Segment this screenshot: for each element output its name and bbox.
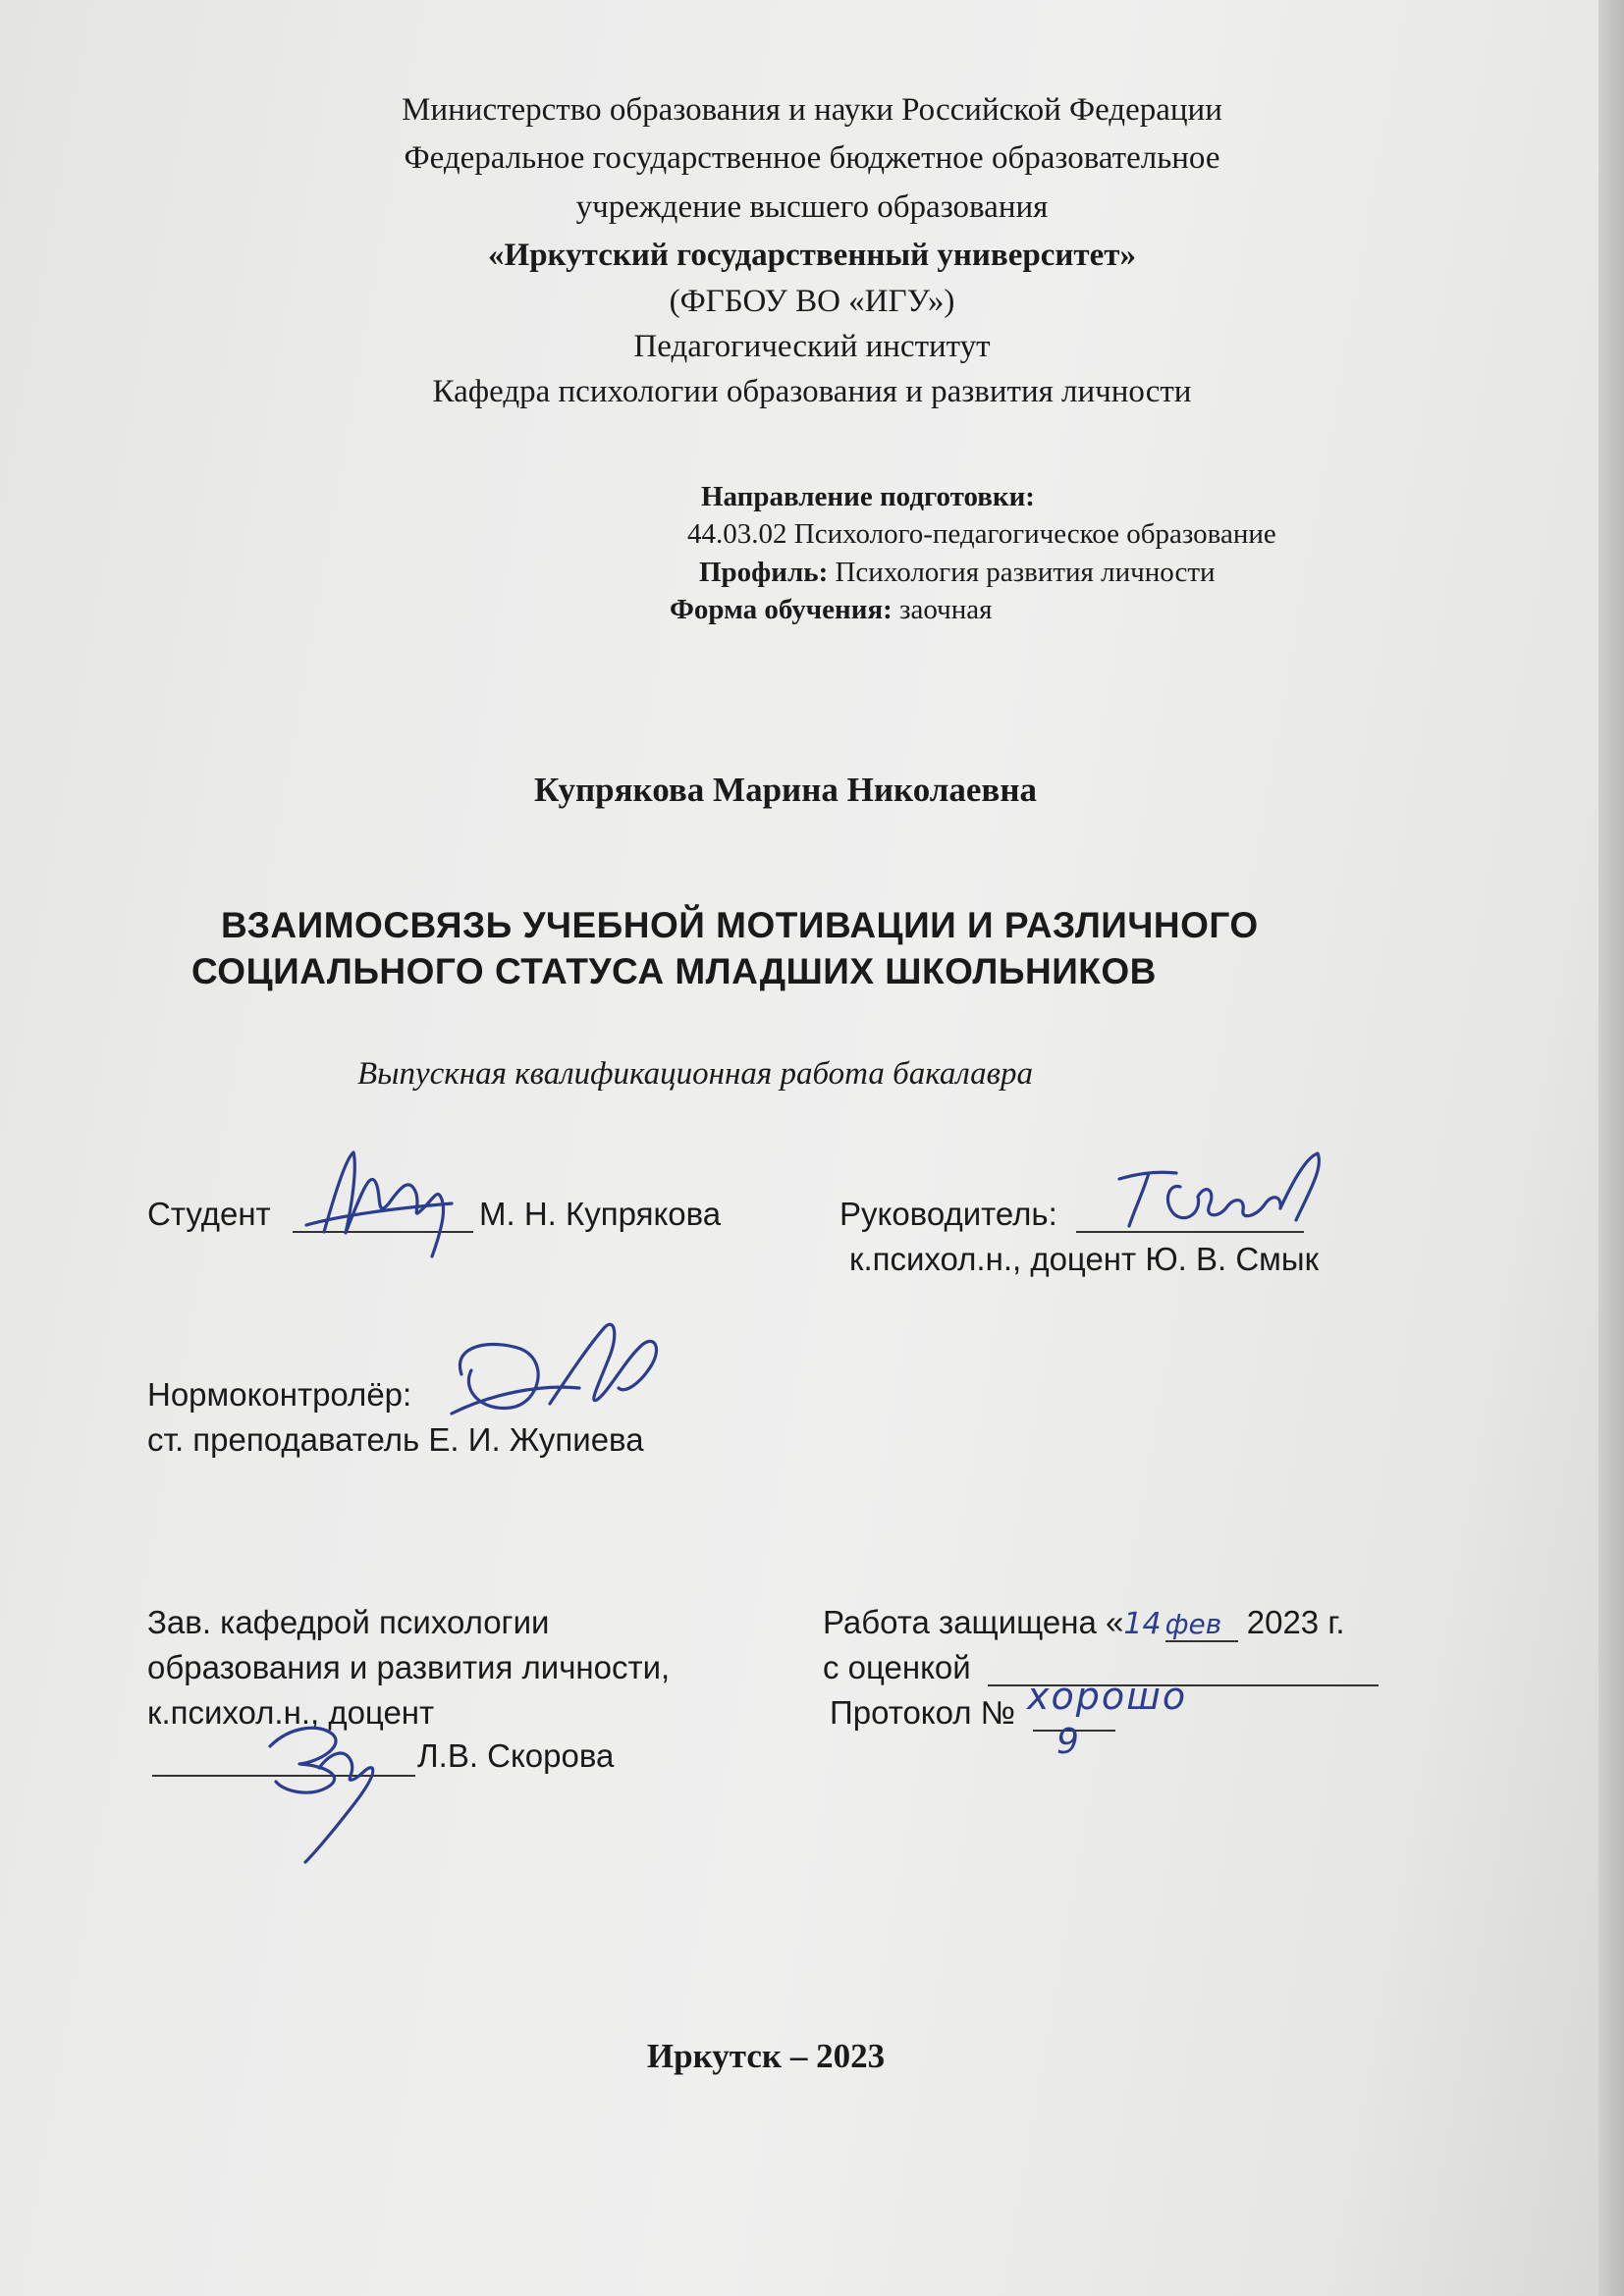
profile-value: Психология развития личности bbox=[835, 557, 1216, 588]
defended-year: 2023 г. bbox=[1246, 1604, 1345, 1640]
supervisor-signature bbox=[1100, 1144, 1335, 1252]
profile-label: Профиль: bbox=[699, 557, 829, 588]
thesis-title-line-2: СОЦИАЛЬНОГО СТАТУСА МЛАДШИХ ШКОЛЬНИКОВ bbox=[191, 951, 1157, 991]
study-form-line bbox=[670, 594, 992, 626]
protocol-value: 9 bbox=[1056, 1722, 1079, 1762]
head-line-1: Зав. кафедрой психологии bbox=[147, 1604, 550, 1640]
student-label: Студент bbox=[147, 1196, 271, 1232]
study-form-label: Форма обучения: bbox=[670, 594, 893, 625]
grade-label: с оценкой bbox=[823, 1649, 971, 1685]
institution-line-1: Федеральное государственное бюджетное образовательное bbox=[404, 140, 1220, 176]
head-signature bbox=[250, 1683, 388, 1870]
head-name: Л.В. Скорова bbox=[417, 1737, 615, 1774]
department-name: Кафедра психологии образования и развития личности bbox=[432, 374, 1192, 409]
grade-value: хорошо bbox=[1027, 1675, 1188, 1718]
direction-value: 44.03.02 Психолого-педагогическое образование bbox=[687, 518, 1276, 550]
city-year: Иркутск – 2023 bbox=[646, 2037, 886, 2075]
defended-month: фев bbox=[1165, 1608, 1238, 1642]
head-line-2: образования и развития личности, bbox=[147, 1649, 671, 1685]
work-type: Выпускная квалификационная работа бакалавра bbox=[357, 1056, 1033, 1092]
university-abbreviation: (ФГБОУ ВО «ИГУ») bbox=[669, 284, 955, 319]
protocol-label: Протокол № bbox=[830, 1694, 1016, 1731]
study-form-value: заочная bbox=[899, 594, 993, 625]
normcontrol-label: Нормоконтролёр: bbox=[147, 1376, 412, 1413]
defended-line bbox=[823, 1604, 1345, 1642]
direction-label: Направление подготовки: bbox=[701, 481, 1035, 512]
institution-line-2: учреждение высшего образования bbox=[575, 189, 1049, 225]
student-signature bbox=[295, 1139, 481, 1276]
student-name: М. Н. Купрякова bbox=[479, 1196, 722, 1232]
supervisor-label: Руководитель: bbox=[839, 1196, 1057, 1232]
supervisor-name: к.психол.н., доцент Ю. В. Смык bbox=[849, 1241, 1320, 1277]
university-name: «Иркутский государственный университет» bbox=[488, 238, 1136, 273]
head-line-3: к.психол.н., доцент bbox=[147, 1694, 435, 1731]
defended-prefix: Работа защищена « bbox=[823, 1604, 1124, 1640]
institute-name: Педагогический институт bbox=[633, 329, 991, 364]
thesis-title-line-1: ВЗАИМОСВЯЗЬ УЧЕБНОЙ МОТИВАЦИИ И РАЗЛИЧНОГО bbox=[221, 905, 1259, 945]
defended-day: 14 bbox=[1123, 1607, 1162, 1641]
author-name: Купрякова Марина Николаевна bbox=[533, 771, 1037, 809]
profile-line bbox=[699, 557, 1216, 589]
ministry-line: Министерство образования и науки Российской Федерации bbox=[402, 92, 1222, 128]
normcontrol-name: ст. преподаватель Е. И. Жупиева bbox=[147, 1421, 644, 1458]
